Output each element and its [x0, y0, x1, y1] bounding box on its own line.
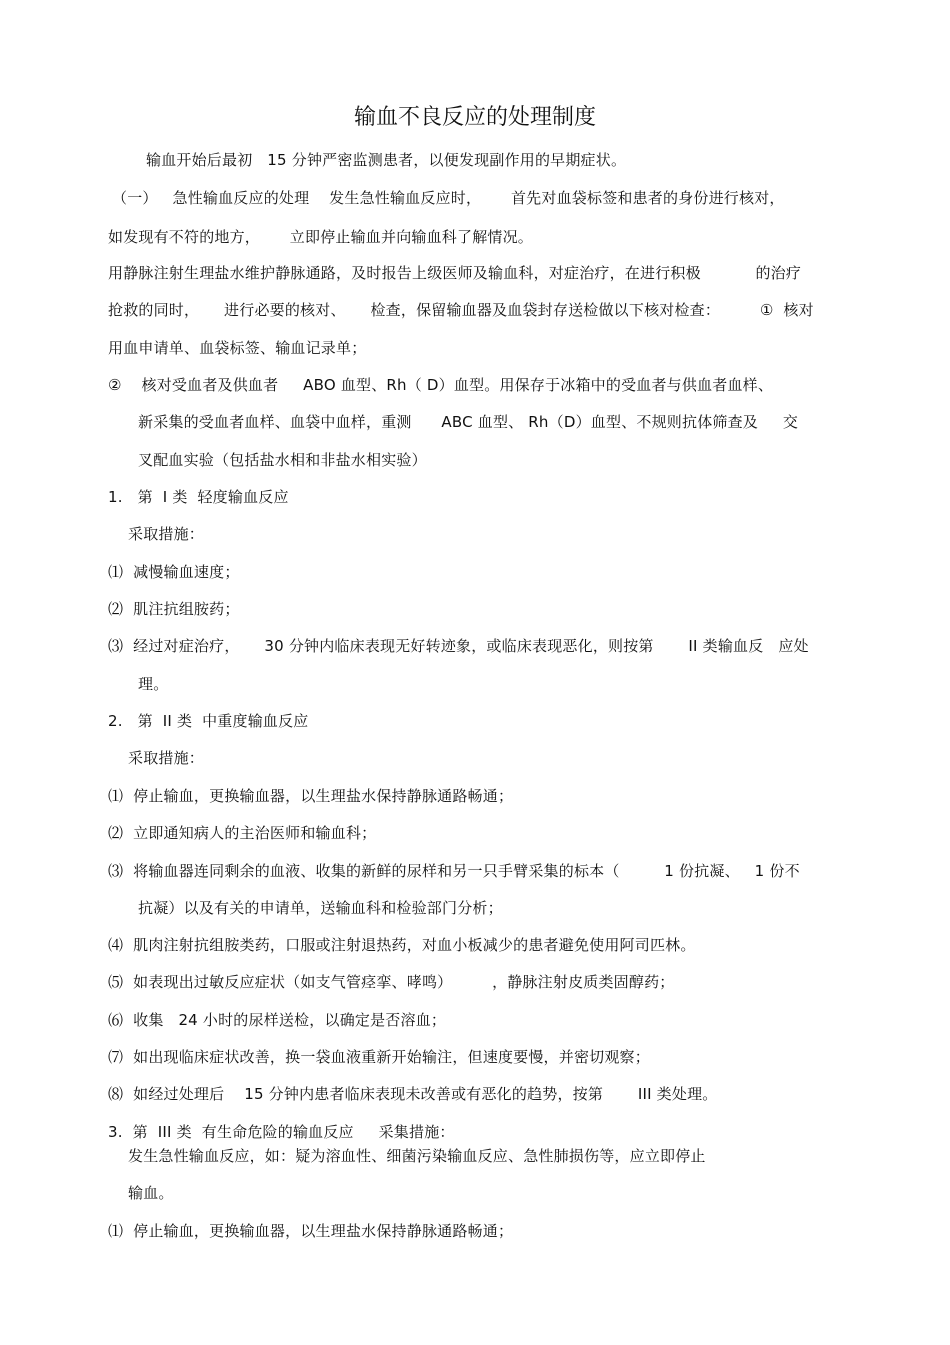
class-3-line-1: 发生急性输血反应，如：疑为溶血性、细菌污染输血反应、急性肺损伤等，应立即停止 [128, 1147, 706, 1165]
acute-reaction-line-1: （一） 急性输血反应的处理 发生急性输血反应时， 首先对血袋标签和患者的身份进行核对， [112, 189, 785, 207]
class-2-item: ⑴ 停止输血，更换输血器，以生理盐水保持静脉通路畅通； [108, 787, 514, 805]
class-2-item-continued: 抗凝）以及有关的申请单，送输血科和检验部门分析； [138, 899, 503, 917]
acute-reaction-line-5: 用血申请单、血袋标签、输血记录单； [108, 339, 367, 357]
class-1-measures-label: 采取措施： [128, 525, 205, 543]
class-2-measures-label: 采取措施： [128, 749, 205, 767]
class-1-item-continued: 理。 [138, 675, 169, 693]
check-2-line-2: 新采集的受血者血样、血袋中血样，重测 ABC 血型、 Rh（D）血型、不规则抗体筛查及 交 [138, 413, 799, 431]
acute-reaction-line-3: 用静脉注射生理盐水维护静脉通路，及时报告上级医师及输血科，对症治疗，在进行积极 的治疗 [108, 264, 802, 282]
class-3-heading: 3. 第 III 类 有生命危险的输血反应 采集措施： [108, 1123, 455, 1141]
class-2-item: ⑺ 如出现临床症状改善，换一袋血液重新开始输注，但速度要慢，并密切观察； [108, 1048, 650, 1066]
intro-paragraph: 输血开始后最初 15 分钟严密监测患者，以便发现副作用的早期症状。 [146, 151, 627, 169]
check-2-line-3: 叉配血实验（包括盐水相和非盐水相实验） [138, 451, 427, 469]
class-1-item: ⑵ 肌注抗组胺药； [108, 600, 240, 618]
class-2-item: ⑶ 将输血器连同剩余的血液、收集的新鲜的尿样和另一只手臂采集的标本（ 1 份抗凝、 1 份不 [108, 862, 800, 880]
class-2-heading: 2. 第 II 类 中重度输血反应 [108, 712, 309, 730]
class-1-heading: 1. 第 I 类 轻度输血反应 [108, 488, 289, 506]
check-2-line-1: ② 核对受血者及供血者 ABO 血型、Rh（ D）血型。用保存于冰箱中的受血者与供血者血样、 [108, 376, 774, 394]
class-2-item: ⑷ 肌肉注射抗组胺类药，口服或注射退热药，对血小板减少的患者避免使用阿司匹林。 [108, 936, 696, 954]
class-1-item: ⑴ 减慢输血速度； [108, 563, 240, 581]
class-1-item: ⑶ 经过对症治疗， 30 分钟内临床表现无好转迹象，或临床表现恶化，则按第 II 类输血反 应处 [108, 637, 809, 655]
class-2-item: ⑻ 如经过处理后 15 分钟内患者临床表现未改善或有恶化的趋势，按第 III 类处理。 [108, 1085, 718, 1103]
acute-reaction-line-4: 抢救的同时， 进行必要的核对、 检查，保留输血器及血袋封存送检做以下核对检查： ① 核对 [108, 301, 814, 319]
class-3-item: ⑴ 停止输血，更换输血器，以生理盐水保持静脉通路畅通； [108, 1222, 514, 1240]
class-2-item: ⑹ 收集 24 小时的尿样送检，以确定是否溶血； [108, 1011, 447, 1029]
document-title: 输血不良反应的处理制度 [353, 105, 596, 130]
acute-reaction-line-2: 如发现有不符的地方， 立即停止输血并向输血科了解情况。 [108, 228, 534, 246]
class-3-line-2: 输血。 [128, 1184, 174, 1202]
class-2-item: ⑵ 立即通知病人的主治医师和输血科； [108, 824, 377, 842]
class-2-item: ⑸ 如表现出过敏反应症状（如支气管痉挛、哮鸣） ，静脉注射皮质类固醇药； [108, 973, 675, 991]
